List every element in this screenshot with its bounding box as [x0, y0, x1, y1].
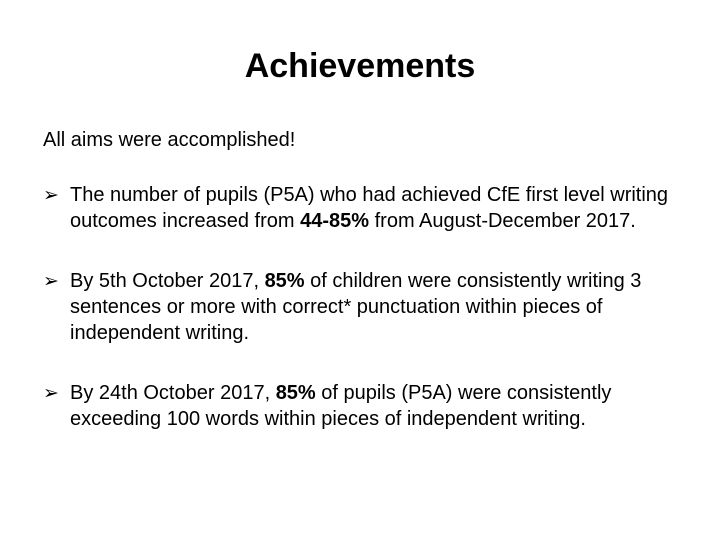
- bullet-text-after: of children were consistently writing 3 sentences or more with correct* punctuation within pieces of independent writing.: [70, 270, 642, 344]
- arrowhead-bullet-icon: ➢: [43, 270, 59, 292]
- intro-text: All aims were accomplished!: [43, 129, 296, 151]
- achievements-list: [43, 182, 683, 432]
- slide-title: Achievements: [244, 47, 476, 85]
- arrowhead-bullet-icon: ➢: [43, 382, 59, 404]
- list-item: [43, 380, 683, 432]
- list-item: [43, 268, 683, 346]
- bullet-highlight: 85%: [264, 270, 305, 292]
- bullet-text-before: The number of pupils (P5A) who had achieved CfE first level writing outcomes increased from: [70, 184, 669, 232]
- bullet-text-after: from August-December 2017.: [369, 210, 636, 232]
- bullet-text-before: By 5th October 2017,: [70, 270, 265, 292]
- list-item: [43, 182, 683, 234]
- arrowhead-bullet-icon: ➢: [43, 184, 59, 206]
- bullet-highlight: 85%: [275, 382, 316, 404]
- bullet-text-before: By 24th October 2017,: [70, 382, 276, 404]
- bullet-text-after: of pupils (P5A) were consistently exceeding 100 words within pieces of independent writing.: [70, 382, 612, 430]
- bullet-highlight: 44-85%: [300, 210, 370, 232]
